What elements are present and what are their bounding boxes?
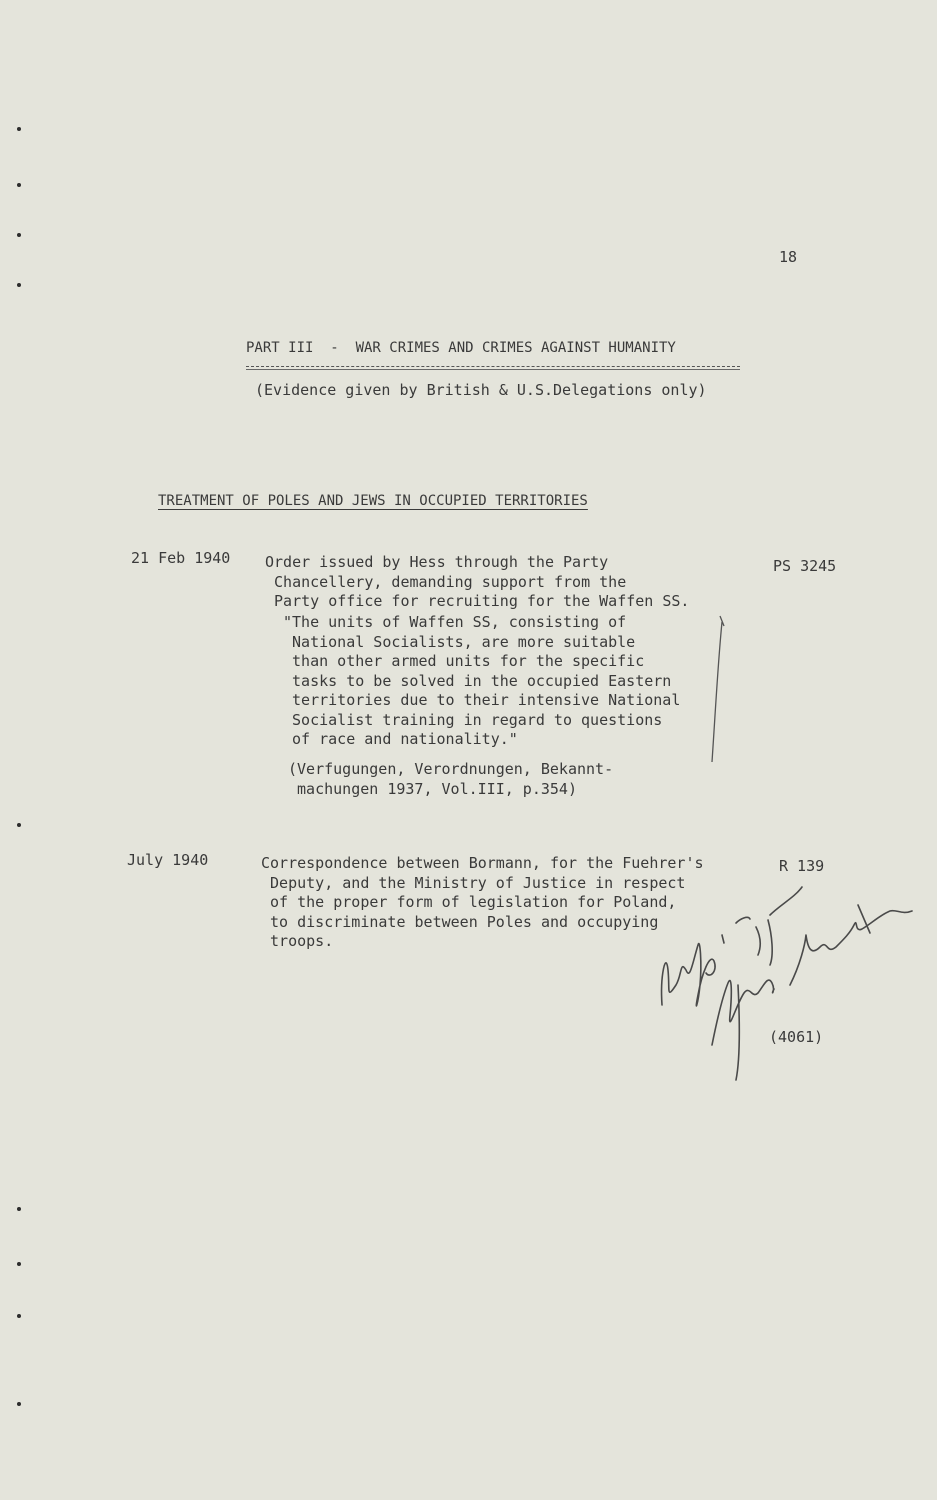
document-number: (4061) bbox=[769, 1028, 824, 1046]
section-heading: TREATMENT OF POLES AND JEWS IN OCCUPIED TERRITORIES bbox=[158, 493, 588, 509]
title-underline-solid bbox=[246, 369, 740, 370]
part-title: PART III - WAR CRIMES AND CRIMES AGAINST HUMANITY bbox=[246, 340, 676, 356]
margin-mark bbox=[17, 1207, 21, 1211]
margin-mark bbox=[17, 823, 21, 827]
margin-mark bbox=[17, 1262, 21, 1266]
margin-mark bbox=[17, 1402, 21, 1406]
subtitle: (Evidence given by British & U.S.Delegations only) bbox=[255, 381, 707, 399]
page-number: 18 bbox=[779, 248, 798, 266]
entry-date: July 1940 bbox=[127, 851, 209, 869]
entry-source: (Verfugungen, Verordnungen, Bekannt- machungen 1937, Vol.III, p.354) bbox=[288, 760, 614, 798]
entry-date: 21 Feb 1940 bbox=[131, 549, 231, 567]
title-underline bbox=[246, 366, 740, 367]
margin-mark bbox=[17, 183, 21, 187]
margin-mark bbox=[17, 283, 21, 287]
entry-reference: PS 3245 bbox=[773, 557, 837, 575]
entry-quote: "The units of Waffen SS, consisting of National Socialists, are more suitable than other armed units for the specific tasks to be solved in the occupied Eastern territories due to their intensive National Socialist training in regard to questions of race and nationality." bbox=[283, 613, 681, 748]
entry-reference: R 139 bbox=[779, 857, 825, 875]
margin-mark bbox=[17, 127, 21, 131]
margin-mark bbox=[17, 233, 21, 237]
margin-mark bbox=[17, 1314, 21, 1318]
handwritten-signature bbox=[640, 875, 920, 1085]
entry-description: Correspondence between Bormann, for the Fuehrer's Deputy, and the Ministry of Justice in respect of the proper form of legislation for Poland, to discriminate between Poles and occupying troops. bbox=[261, 854, 704, 950]
margin-bracket-mark bbox=[700, 612, 730, 772]
entry-description: Order issued by Hess through the Party Chancellery, demanding support from the Party office for recruiting for the Waffen SS. bbox=[265, 553, 690, 610]
